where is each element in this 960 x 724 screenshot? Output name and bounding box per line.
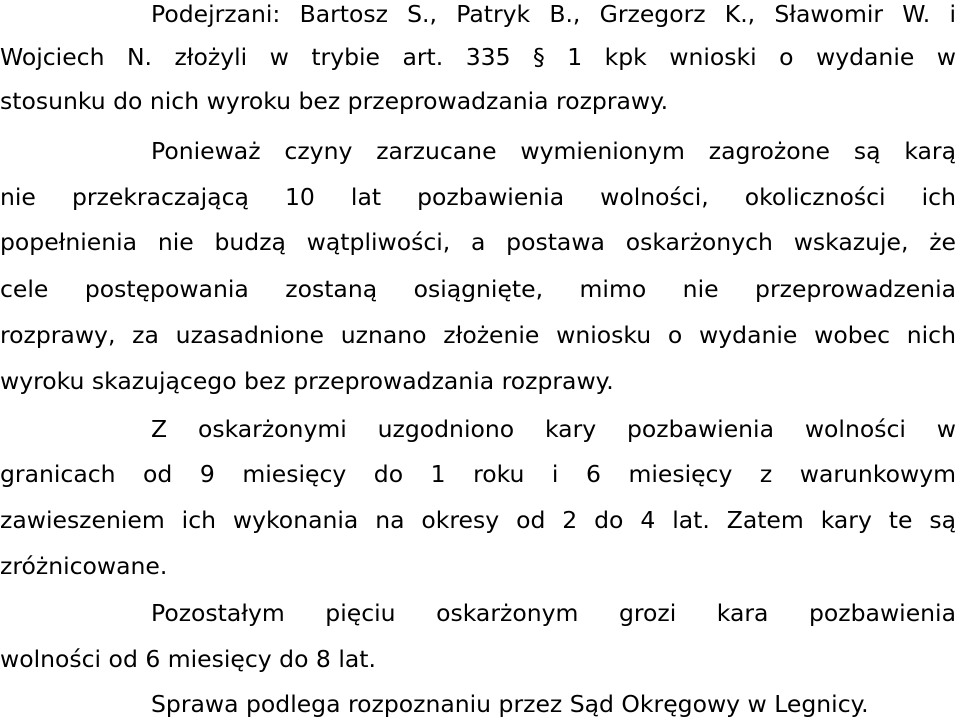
- paragraph-4-line-2: wolności od 6 miesięcy do 8 lat.: [0, 645, 376, 673]
- paragraph-1-line-3: stosunku do nich wyroku bez przeprowadzania rozprawy.: [0, 87, 669, 115]
- paragraph-4-line-1: Pozostałym pięciu oskarżonym grozi kara pozbawienia: [151, 599, 956, 627]
- paragraph-2-line-4: cele postępowania zostaną osiągnięte, mimo nie przeprowadzenia: [0, 275, 956, 303]
- paragraph-3-line-1: Z oskarżonymi uzgodniono kary pozbawienia wolności w: [151, 415, 956, 443]
- paragraph-5-line-1: Sprawa podlega rozpoznaniu przez Sąd Okręgowy w Legnicy.: [151, 690, 869, 718]
- paragraph-2-line-3: popełnienia nie budzą wątpliwości, a postawa oskarżonych wskazuje, że: [0, 228, 956, 256]
- paragraph-2-line-1: Ponieważ czyny zarzucane wymienionym zagrożone są karą: [151, 137, 956, 165]
- paragraph-3-line-3: zawieszeniem ich wykonania na okresy od 2 do 4 lat. Zatem kary te są: [0, 506, 956, 534]
- paragraph-2-line-5: rozprawy, za uzasadnione uznano złożenie wniosku o wydanie wobec nich: [0, 321, 956, 349]
- paragraph-3-line-4: zróżnicowane.: [0, 552, 168, 580]
- paragraph-2-line-2: nie przekraczającą 10 lat pozbawienia wolności, okoliczności ich: [0, 183, 956, 211]
- paragraph-1-line-2: Wojciech N. złożyli w trybie art. 335 § 1 kpk wnioski o wydanie w: [0, 43, 956, 71]
- paragraph-3-line-2: granicach od 9 miesięcy do 1 roku i 6 miesięcy z warunkowym: [0, 460, 956, 488]
- paragraph-1-line-1: Podejrzani: Bartosz S., Patryk B., Grzegorz K., Sławomir W. i: [151, 0, 956, 28]
- paragraph-2-line-6: wyroku skazującego bez przeprowadzania rozprawy.: [0, 367, 614, 395]
